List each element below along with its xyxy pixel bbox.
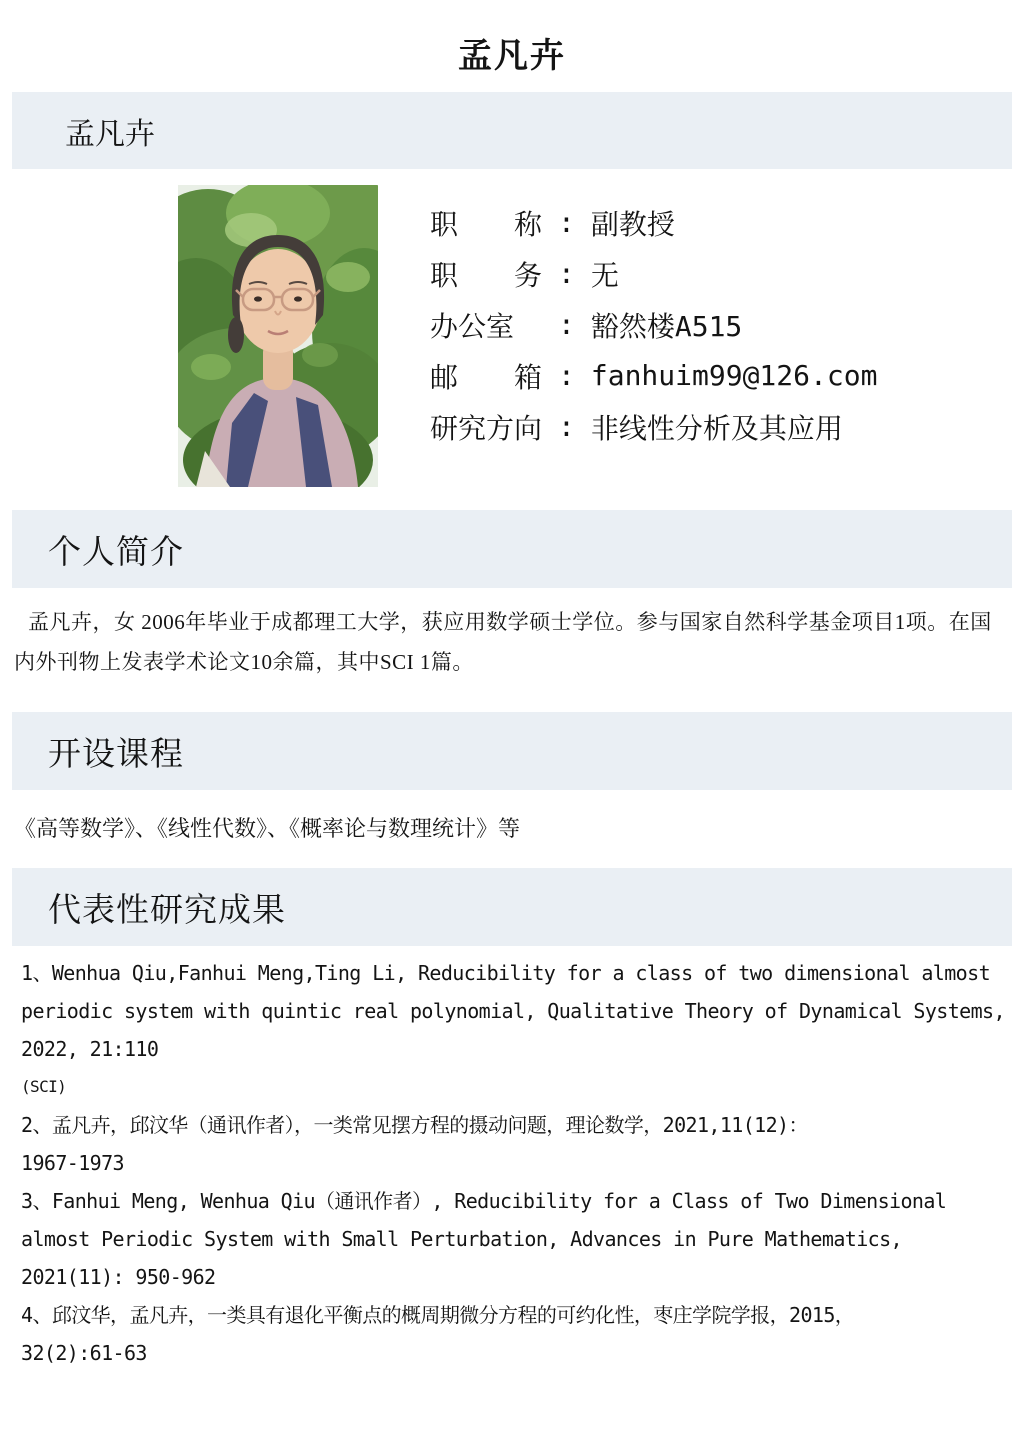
publication-line: 1、Wenhua Qiu,Fanhui Meng,Ting Li, Reducibility for a class of two dimensional almost bbox=[21, 961, 991, 985]
section-header-courses-label: 开设课程 bbox=[48, 736, 184, 773]
info-label: 职 务 bbox=[430, 258, 543, 292]
name-banner bbox=[12, 92, 1012, 169]
section-header-research bbox=[12, 868, 1012, 946]
section-header-courses bbox=[12, 712, 1012, 790]
courses-line: 《高等数学》、《线性代数》、《概率论与数理统计》等 bbox=[14, 816, 521, 841]
info-colon: : bbox=[558, 206, 575, 239]
publication-line: periodic system with quintic real polynomial, Qualitative Theory of Dynamical Systems, bbox=[21, 999, 1005, 1023]
info-row-research-direction bbox=[430, 401, 877, 452]
publication-line: almost Periodic System with Small Perturbation, Advances in Pure Mathematics, bbox=[21, 1227, 902, 1251]
person-portrait-illustration bbox=[178, 185, 378, 487]
info-list bbox=[430, 185, 877, 487]
publication-line: 4、邱汶华，孟凡卉，一类具有退化平衡点的概周期微分方程的可约化性，枣庄学院学报，2015， bbox=[21, 1303, 855, 1327]
publication-sci-tag: (SCI) bbox=[21, 1077, 67, 1096]
profile-photo bbox=[178, 185, 378, 487]
info-value-email: fanhuim99@126.com bbox=[590, 359, 878, 392]
bio-paragraph: 孟凡卉，女 2006年毕业于成都理工大学，获应用数学硕士学位。参与国家自然科学基金项目1项。在国内外刊物上发表学术论文10余篇，其中SCI 1篇。 bbox=[14, 610, 992, 674]
info-row-office bbox=[430, 299, 877, 350]
section-header-research-label: 代表性研究成果 bbox=[48, 892, 286, 929]
info-value-duty: 无 bbox=[590, 258, 619, 292]
publication-line: 32(2):61-63 bbox=[21, 1341, 147, 1365]
info-colon: : bbox=[558, 410, 575, 443]
info-colon: : bbox=[558, 257, 575, 290]
info-colon: : bbox=[558, 308, 575, 341]
info-label: 邮 箱 bbox=[430, 360, 543, 394]
publication-line: 2022, 21:110 bbox=[21, 1037, 159, 1061]
info-label: 职 称 bbox=[430, 207, 543, 241]
section-header-bio-label: 个人简介 bbox=[48, 534, 184, 571]
info-label: 办公室 bbox=[430, 309, 543, 343]
info-row-title bbox=[430, 197, 877, 248]
section-header-bio bbox=[12, 510, 1012, 588]
publication-line: 1967-1973 bbox=[21, 1151, 124, 1175]
publications-list bbox=[0, 954, 1024, 1372]
info-value-research-direction: 非线性分析及其应用 bbox=[590, 411, 843, 445]
publication-line: 2、孟凡卉，邱汶华（通讯作者），一类常见摆方程的摄动问题，理论数学，2021,11(12)： bbox=[21, 1113, 808, 1137]
publication-line: 2021(11): 950-962 bbox=[21, 1265, 216, 1289]
name-banner-label: 孟凡卉 bbox=[65, 117, 155, 151]
page-title: 孟凡卉 bbox=[458, 37, 566, 75]
info-row-duty bbox=[430, 248, 877, 299]
info-value-office: 豁然楼A515 bbox=[590, 309, 743, 343]
publication-line: 3、Fanhui Meng, Wenhua Qiu（通讯作者）, Reducibility for a Class of Two Dimensional bbox=[21, 1189, 947, 1213]
info-label: 研究方向 bbox=[430, 411, 543, 445]
profile-section bbox=[0, 185, 1024, 487]
info-row-email bbox=[430, 350, 877, 401]
info-value-title: 副教授 bbox=[590, 207, 675, 241]
info-colon: : bbox=[558, 359, 575, 392]
